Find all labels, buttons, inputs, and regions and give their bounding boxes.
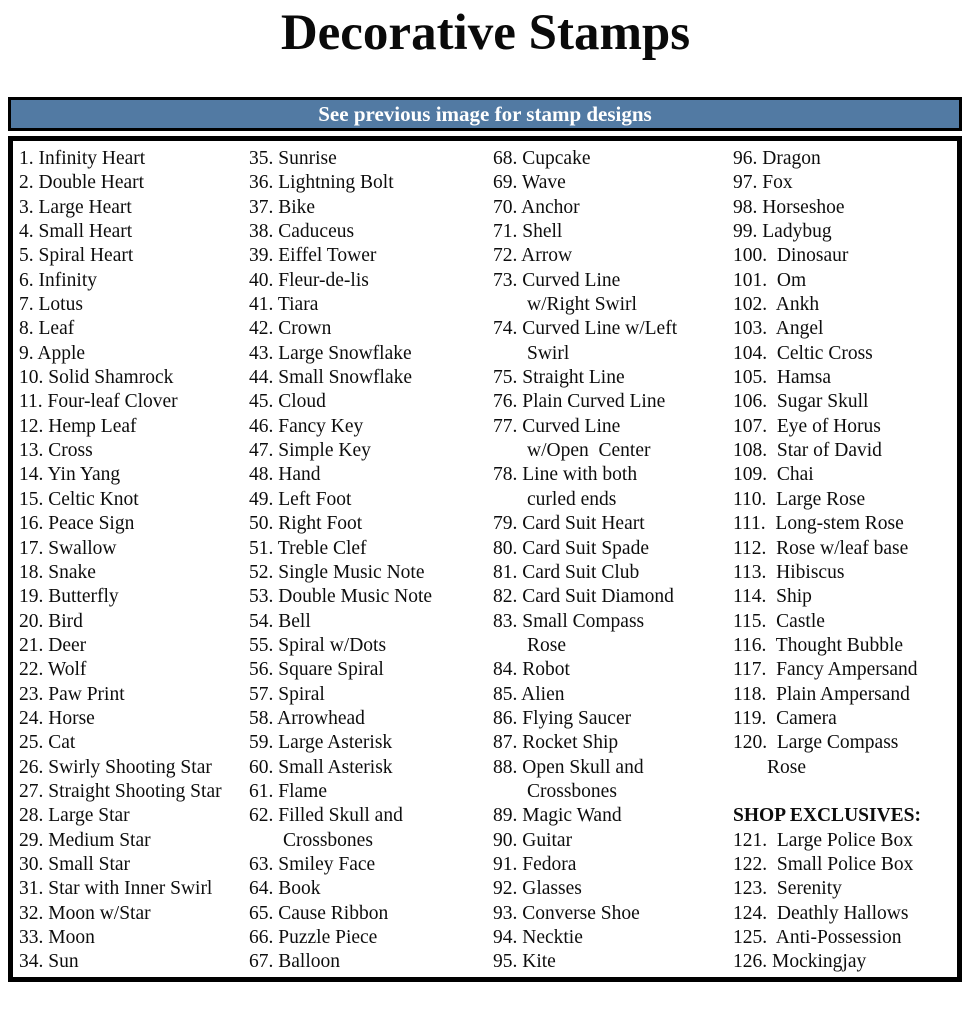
list-item-line: 73. Curved Line: [493, 269, 621, 291]
list-item: [249, 683, 493, 707]
list-item-line: 116. Thought Bubble: [733, 634, 904, 656]
list-item: [249, 220, 493, 244]
list-item: [733, 512, 957, 536]
list-item: [493, 877, 733, 901]
list-item-line: 53. Double Music Note: [249, 586, 433, 608]
list-item: [249, 926, 493, 950]
list-item-line: 6. Infinity: [19, 269, 97, 291]
list-item-line: 13. Cross: [19, 440, 93, 462]
list-item-line: 59. Large Asterisk: [249, 732, 393, 754]
list-item-wrap-line: Crossbones: [527, 780, 617, 802]
shop-exclusives-header: SHOP EXCLUSIVES:: [733, 805, 922, 827]
list-item: [19, 342, 249, 366]
list-item: [19, 561, 249, 585]
list-item-line: 69. Wave: [493, 172, 566, 194]
list-item: [733, 317, 957, 341]
list-item: [19, 439, 249, 463]
list-item: [19, 147, 249, 171]
list-item: [493, 585, 733, 609]
list-item-line: 5. Spiral Heart: [19, 245, 134, 267]
list-item: [249, 610, 493, 634]
list-item-line: 94. Necktie: [493, 927, 583, 948]
list-item: [249, 804, 493, 853]
stamp-list-box: [8, 136, 962, 982]
list-item-line: 103. Angel: [733, 318, 824, 340]
list-item-wrap-line: curled ends: [527, 488, 617, 510]
list-item: [733, 853, 957, 877]
list-item-wrap-line: Crossbones: [283, 829, 373, 851]
list-item-line: 113. Hibiscus: [733, 561, 845, 583]
list-item-line: 76. Plain Curved Line: [493, 391, 666, 413]
list-item: [733, 196, 957, 220]
list-item-line: 55. Spiral w/Dots: [249, 634, 387, 656]
list-item-line: 18. Snake: [19, 561, 96, 583]
list-item-line: 108. Star of David: [733, 440, 882, 462]
list-item: [19, 610, 249, 634]
list-item-line: 126. Mockingjay: [733, 951, 867, 973]
list-item-line: 90. Guitar: [493, 829, 573, 851]
list-item-line: 11. Four-leaf Clover: [19, 391, 178, 413]
list-item: [249, 390, 493, 414]
list-item-line: 122. Small Police Box: [733, 853, 914, 875]
list-item-line: 123. Serenity: [733, 878, 842, 900]
list-item-line: 51. Treble Clef: [249, 537, 367, 559]
list-item: [19, 488, 249, 512]
list-item: [493, 950, 733, 974]
list-item-line: 65. Cause Ribbon: [249, 902, 389, 924]
list-item: [733, 463, 957, 487]
list-item: [19, 634, 249, 658]
list-item-line: 31. Star with Inner Swirl: [19, 878, 213, 900]
list-item-line: 47. Simple Key: [249, 440, 371, 462]
list-item-line: 21. Deer: [19, 634, 87, 656]
spacer: [733, 780, 957, 804]
list-item: [19, 171, 249, 195]
list-item-line: 115. Castle: [733, 610, 825, 632]
list-item-line: 56. Square Spiral: [249, 659, 384, 681]
list-item: [493, 853, 733, 877]
list-item: [733, 731, 957, 780]
list-item-line: 98. Horseshoe: [733, 196, 845, 218]
list-item: [733, 561, 957, 585]
list-item-line: 1. Infinity Heart: [19, 148, 146, 169]
list-item: [19, 877, 249, 901]
list-item: [493, 829, 733, 853]
list-item: [249, 293, 493, 317]
list-item-line: 80. Card Suit Spade: [493, 537, 649, 559]
list-item: [19, 926, 249, 950]
list-item-line: 43. Large Snowflake: [249, 342, 412, 364]
list-item-line: 25. Cat: [19, 732, 76, 754]
list-item-line: 125. Anti-Possession: [733, 927, 902, 948]
list-item: [493, 196, 733, 220]
list-item-line: 97. Fox: [733, 172, 793, 194]
list-item: [249, 585, 493, 609]
list-item-line: 106. Sugar Skull: [733, 391, 869, 413]
list-item-line: 39. Eiffel Tower: [249, 245, 377, 267]
list-item-line: 7. Lotus: [19, 294, 83, 316]
list-item-line: 16. Peace Sign: [19, 513, 135, 535]
list-item-line: 42. Crown: [249, 318, 332, 340]
list-item: [249, 877, 493, 901]
list-item-line: 63. Smiley Face: [249, 853, 376, 875]
list-item: [493, 512, 733, 536]
list-item: [19, 804, 249, 828]
list-item: [19, 902, 249, 926]
list-item-line: 92. Glasses: [493, 878, 582, 900]
list-item: [733, 585, 957, 609]
stamp-column-1: [19, 147, 249, 977]
list-item-line: 100. Dinosaur: [733, 245, 849, 267]
list-item-line: 121. Large Police Box: [733, 829, 913, 851]
list-item-line: 95. Kite: [493, 951, 556, 973]
list-item: [249, 731, 493, 755]
list-item-wrap-line: w/Right Swirl: [527, 294, 637, 316]
list-item: [249, 634, 493, 658]
list-item: [19, 537, 249, 561]
list-item: [249, 853, 493, 877]
list-item: [19, 293, 249, 317]
list-item-line: 49. Left Foot: [249, 488, 352, 510]
list-item-line: 124. Deathly Hallows: [733, 902, 909, 924]
list-item: [19, 196, 249, 220]
list-item-line: 101. Om: [733, 269, 807, 291]
list-item-line: 79. Card Suit Heart: [493, 513, 645, 535]
list-item-line: 3. Large Heart: [19, 196, 132, 218]
list-item-line: 50. Right Foot: [249, 513, 363, 535]
list-item: [733, 610, 957, 634]
list-item: [249, 415, 493, 439]
list-item-line: 88. Open Skull and: [493, 756, 644, 778]
list-item-line: 12. Hemp Leaf: [19, 415, 137, 437]
list-item-line: 111. Long-stem Rose: [733, 513, 904, 535]
list-item-line: 71. Shell: [493, 221, 563, 243]
list-item: [493, 171, 733, 195]
list-item: [733, 950, 957, 974]
list-item: [19, 390, 249, 414]
list-item-line: 52. Single Music Note: [249, 561, 425, 583]
list-item: [733, 269, 957, 293]
list-item: [493, 610, 733, 659]
list-item: [733, 707, 957, 731]
list-item-line: 15. Celtic Knot: [19, 488, 139, 510]
banner: [8, 97, 962, 131]
list-item: [733, 415, 957, 439]
list-item: [249, 537, 493, 561]
list-item: [249, 439, 493, 463]
list-item: [733, 147, 957, 171]
list-item-line: 86. Flying Saucer: [493, 707, 632, 729]
list-item-line: 38. Caduceus: [249, 221, 355, 243]
list-item-line: 28. Large Star: [19, 805, 130, 827]
list-item-line: 62. Filled Skull and: [249, 805, 403, 827]
list-item-line: 109. Chai: [733, 464, 814, 486]
list-item-line: 8. Leaf: [19, 318, 75, 340]
list-item: [249, 902, 493, 926]
list-item: [733, 439, 957, 463]
list-item: [249, 512, 493, 536]
list-item: [493, 415, 733, 464]
list-item-line: 74. Curved Line w/Left: [493, 318, 678, 340]
list-item-line: 102. Ankh: [733, 294, 820, 316]
list-item-wrap-line: Rose: [767, 756, 806, 778]
list-item: [249, 317, 493, 341]
list-item: [249, 171, 493, 195]
list-item-line: 64. Book: [249, 878, 321, 900]
stamp-column-3: [493, 147, 733, 977]
list-item-line: 61. Flame: [249, 780, 327, 802]
list-item: [19, 512, 249, 536]
list-item-line: 54. Bell: [249, 610, 311, 632]
list-item: [733, 683, 957, 707]
list-item: [19, 950, 249, 974]
list-item: [733, 220, 957, 244]
list-item-line: 20. Bird: [19, 610, 83, 632]
list-item: [733, 926, 957, 950]
list-item-line: 117. Fancy Ampersand: [733, 659, 918, 681]
list-item: [249, 342, 493, 366]
list-item-line: 46. Fancy Key: [249, 415, 364, 437]
list-item: [493, 147, 733, 171]
list-item-line: 66. Puzzle Piece: [249, 927, 378, 948]
list-item-line: 89. Magic Wand: [493, 805, 622, 827]
list-item: [493, 804, 733, 828]
list-item-line: 58. Arrowhead: [249, 707, 365, 729]
list-item-line: 82. Card Suit Diamond: [493, 586, 674, 608]
list-item: [249, 488, 493, 512]
list-item: [19, 585, 249, 609]
list-item-line: 78. Line with both: [493, 464, 638, 486]
list-item: [733, 342, 957, 366]
list-item-line: 84. Robot: [493, 659, 570, 681]
list-item: [19, 731, 249, 755]
list-item: [249, 658, 493, 682]
list-item-line: 72. Arrow: [493, 245, 573, 267]
list-item: [19, 756, 249, 780]
list-item: [249, 366, 493, 390]
list-item: [249, 756, 493, 780]
list-item: [493, 463, 733, 512]
list-item-line: 57. Spiral: [249, 683, 325, 705]
list-item-line: 19. Butterfly: [19, 586, 119, 608]
list-item-line: 93. Converse Shoe: [493, 902, 640, 924]
list-item: [493, 683, 733, 707]
list-item-line: 10. Solid Shamrock: [19, 367, 174, 389]
list-item: [19, 658, 249, 682]
list-item-line: 83. Small Compass: [493, 610, 645, 632]
list-item: [249, 244, 493, 268]
list-item: [19, 220, 249, 244]
stamp-column-2: [249, 147, 493, 977]
list-item: [19, 366, 249, 390]
list-item-line: 107. Eye of Horus: [733, 415, 881, 437]
list-item: [733, 902, 957, 926]
list-item-line: 96. Dragon: [733, 148, 821, 169]
list-item: [493, 658, 733, 682]
list-item: [19, 707, 249, 731]
list-item: [249, 780, 493, 804]
list-item-wrap-line: Swirl: [527, 342, 570, 364]
list-item: [733, 366, 957, 390]
list-item-line: 26. Swirly Shooting Star: [19, 756, 212, 778]
list-item-line: 35. Sunrise: [249, 148, 337, 169]
list-item: [249, 147, 493, 171]
list-item-line: 75. Straight Line: [493, 367, 625, 389]
list-item: [249, 707, 493, 731]
list-item-line: 2. Double Heart: [19, 172, 145, 194]
list-item-line: 67. Balloon: [249, 951, 340, 973]
list-item-line: 37. Bike: [249, 196, 316, 218]
list-item-line: 81. Card Suit Club: [493, 561, 640, 583]
list-item-line: 34. Sun: [19, 951, 79, 973]
list-item: [733, 658, 957, 682]
list-item-line: 87. Rocket Ship: [493, 732, 619, 754]
list-item: [493, 902, 733, 926]
list-item: [733, 293, 957, 317]
banner-text: See previous image for stamp designs: [318, 101, 652, 126]
list-item: [493, 366, 733, 390]
list-item: [493, 731, 733, 755]
stamp-column-4: [733, 147, 957, 977]
list-item-line: 27. Straight Shooting Star: [19, 780, 222, 802]
list-item-line: 32. Moon w/Star: [19, 902, 151, 924]
list-item-line: 33. Moon: [19, 927, 95, 948]
list-item: [19, 269, 249, 293]
list-item: [249, 950, 493, 974]
list-item: [19, 780, 249, 804]
list-item-line: 30. Small Star: [19, 853, 131, 875]
list-item-line: 48. Hand: [249, 464, 321, 486]
list-item-line: 4. Small Heart: [19, 221, 133, 243]
list-item: [493, 244, 733, 268]
list-item-line: 22. Wolf: [19, 659, 87, 681]
list-item-wrap-line: w/Open Center: [527, 440, 651, 462]
list-item-line: 45. Cloud: [249, 391, 326, 413]
list-item-line: 112. Rose w/leaf base: [733, 537, 909, 559]
list-item: [733, 829, 957, 853]
list-item-line: 36. Lightning Bolt: [249, 172, 394, 194]
list-item: [19, 317, 249, 341]
list-item-line: 70. Anchor: [493, 196, 580, 218]
list-item-wrap-line: Rose: [527, 634, 566, 656]
list-item: [493, 390, 733, 414]
list-item-line: 110. Large Rose: [733, 488, 866, 510]
list-item-line: 24. Horse: [19, 707, 95, 729]
list-item: [249, 196, 493, 220]
list-item: [19, 244, 249, 268]
list-item-line: 114. Ship: [733, 586, 812, 608]
list-item-line: 44. Small Snowflake: [249, 367, 413, 389]
list-item: [733, 390, 957, 414]
list-item: [249, 561, 493, 585]
list-item: [493, 537, 733, 561]
list-item: [733, 634, 957, 658]
list-item: [493, 317, 733, 366]
list-item-line: 17. Swallow: [19, 537, 117, 559]
list-item-line: 104. Celtic Cross: [733, 342, 873, 364]
list-item-line: 85. Alien: [493, 683, 565, 705]
list-item-line: 40. Fleur-de-lis: [249, 269, 369, 291]
list-item-line: 120. Large Compass: [733, 732, 899, 754]
page-title: Decorative Stamps: [280, 5, 691, 61]
list-item-line: 91. Fedora: [493, 853, 577, 875]
list-item: [19, 853, 249, 877]
list-item-line: 77. Curved Line: [493, 415, 621, 437]
list-item-line: 23. Paw Print: [19, 683, 125, 705]
list-item: [733, 171, 957, 195]
list-item-line: 60. Small Asterisk: [249, 756, 393, 778]
list-item-line: 29. Medium Star: [19, 829, 151, 851]
list-item: [19, 683, 249, 707]
list-item-line: 119. Camera: [733, 707, 837, 729]
list-item: [19, 829, 249, 853]
list-item: [493, 220, 733, 244]
list-item-line: 118. Plain Ampersand: [733, 683, 910, 705]
list-item: [249, 463, 493, 487]
list-item: [493, 561, 733, 585]
list-item: [19, 463, 249, 487]
list-item-line: 99. Ladybug: [733, 221, 832, 243]
list-item: [493, 269, 733, 318]
list-item: [493, 926, 733, 950]
list-item-line: 105. Hamsa: [733, 367, 832, 389]
list-item-line: 41. Tiara: [249, 294, 319, 316]
list-item-line: 68. Cupcake: [493, 148, 591, 169]
list-item: [493, 756, 733, 805]
list-item: [493, 707, 733, 731]
list-item: [733, 488, 957, 512]
list-item: [249, 269, 493, 293]
list-item-line: 14. Yin Yang: [19, 464, 121, 486]
list-item-line: 9. Apple: [19, 342, 86, 364]
list-item: [733, 244, 957, 268]
list-item: [19, 415, 249, 439]
list-item: [733, 537, 957, 561]
list-item: [733, 877, 957, 901]
